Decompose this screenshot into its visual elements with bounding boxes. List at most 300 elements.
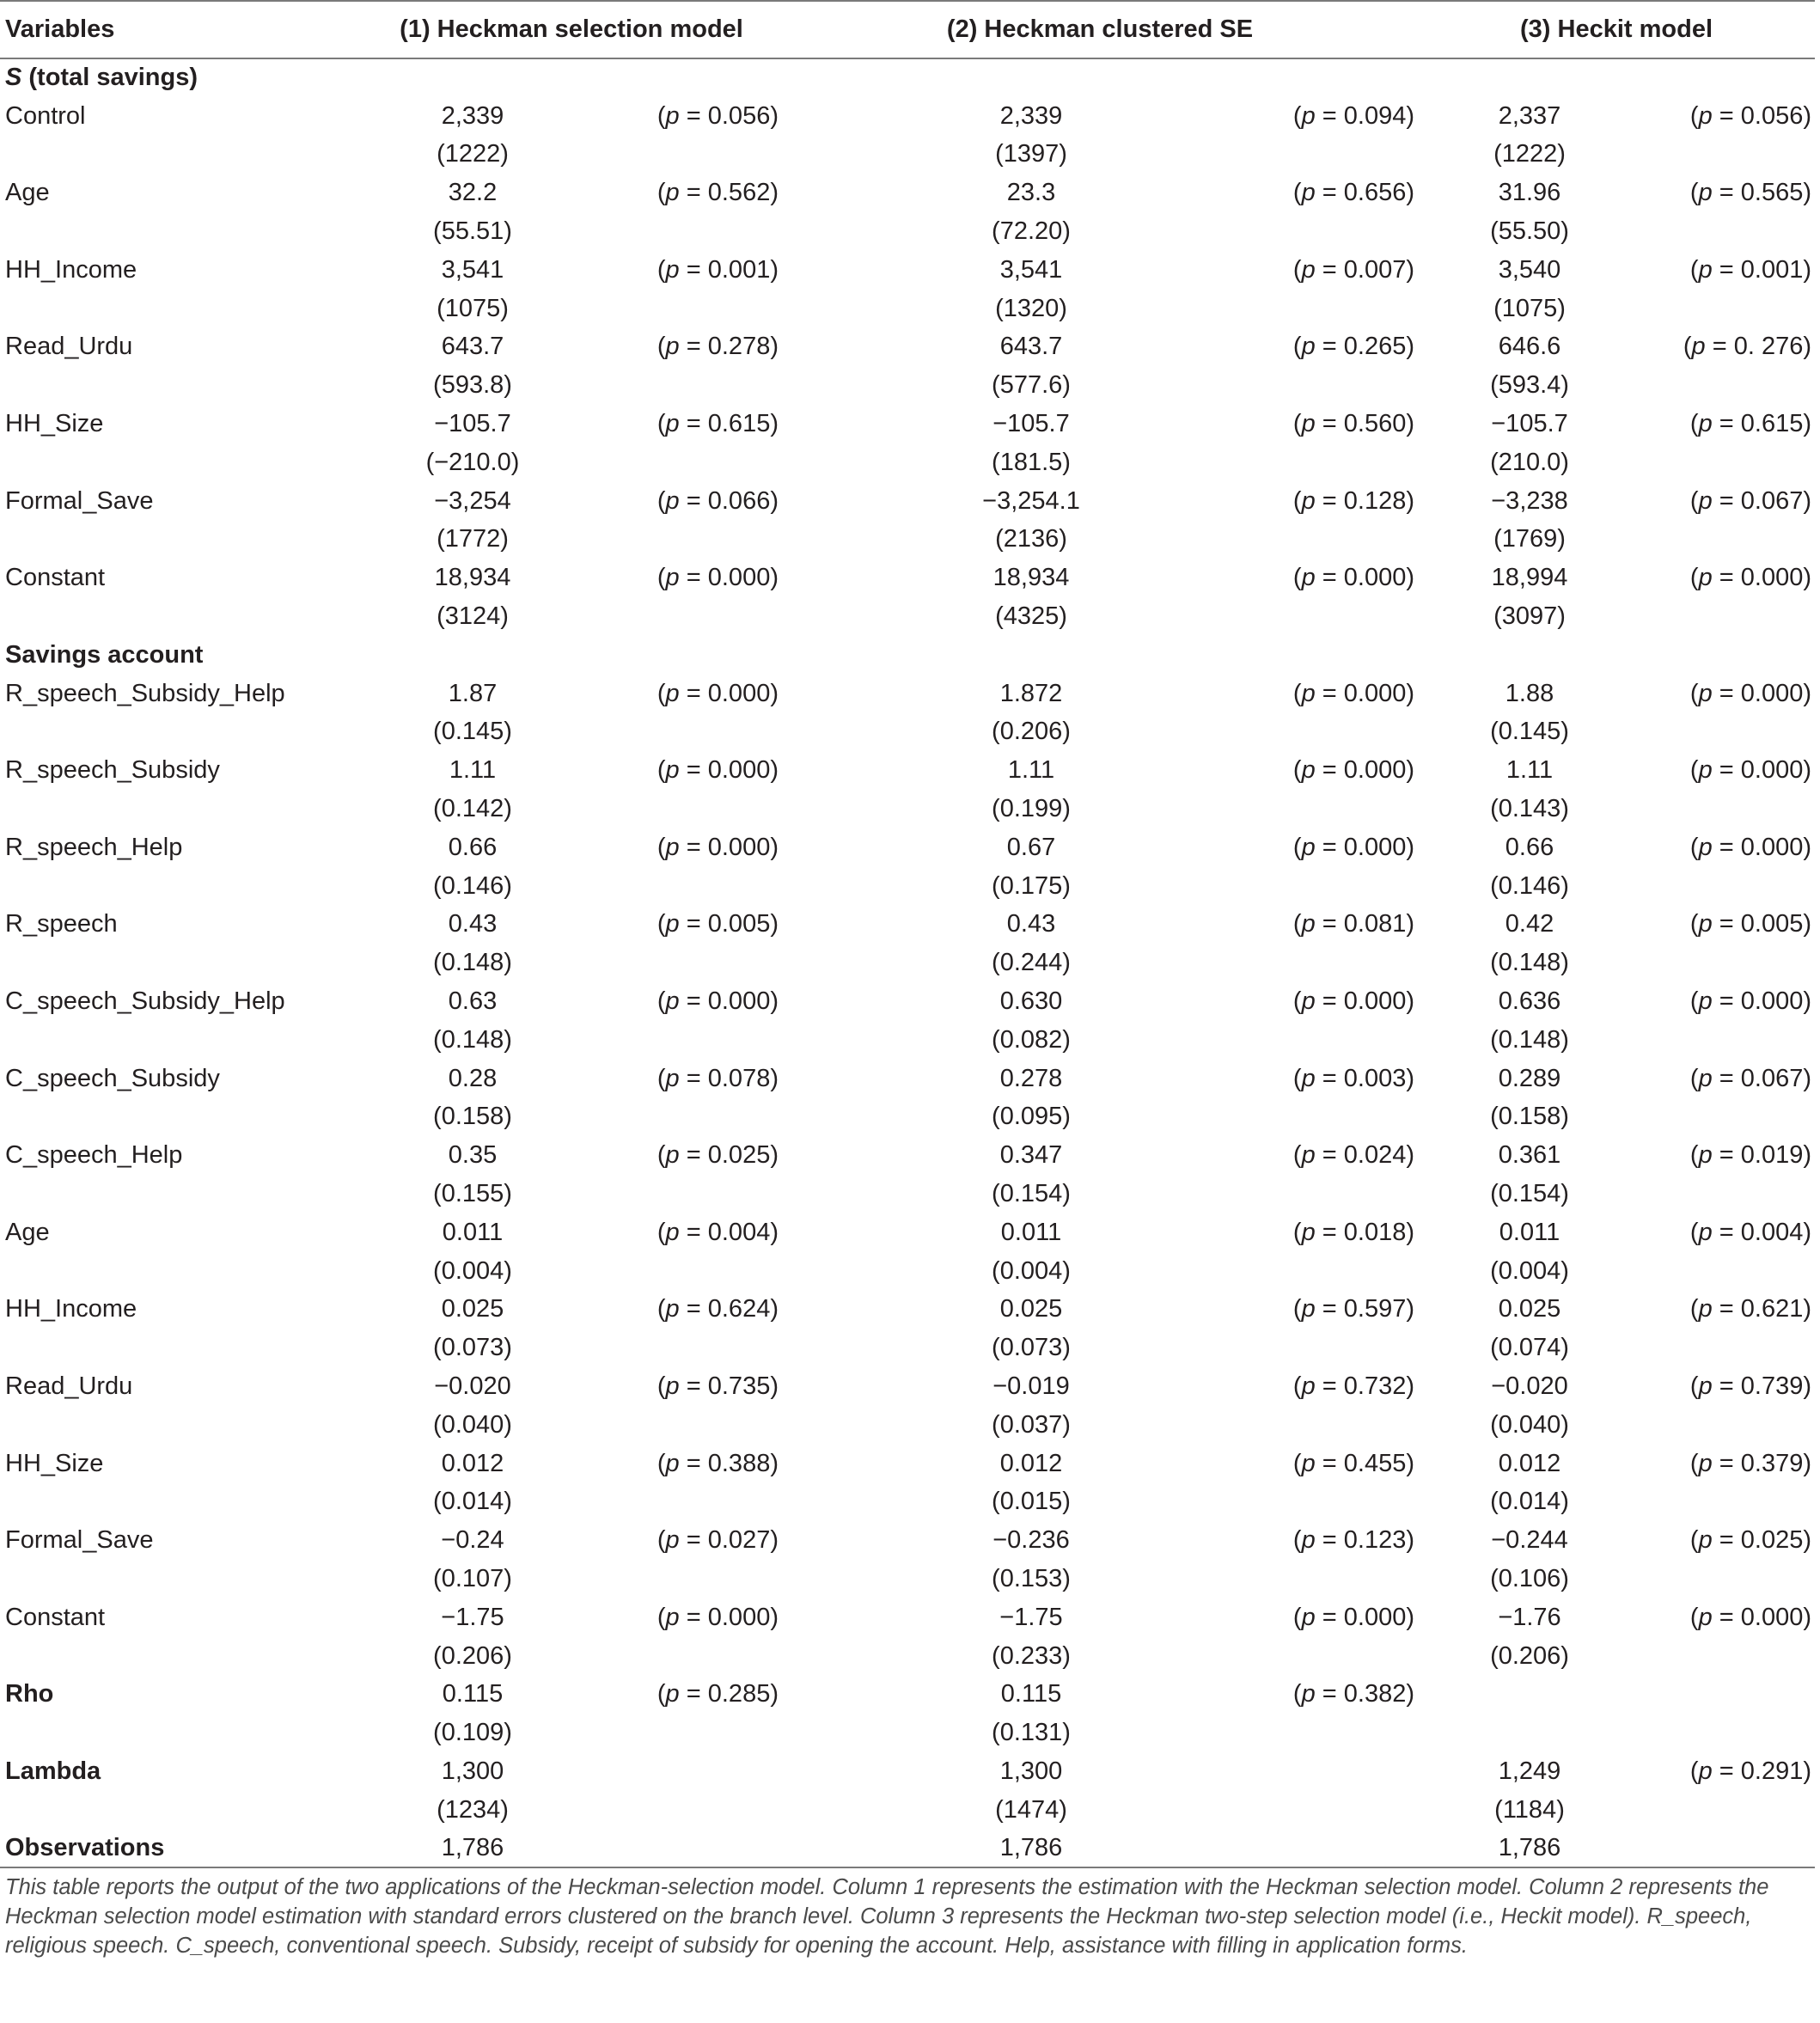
model-1-p-value [559, 1252, 782, 1291]
model-3-p-value [1615, 713, 1815, 752]
model-2-value: (181.5) [992, 448, 1071, 476]
model-1-value: (0.155) [433, 1180, 512, 1207]
model-1-value: (1234) [437, 1795, 509, 1824]
model-2-p-value [1151, 1791, 1418, 1830]
model-2-p-value [1151, 1406, 1418, 1445]
p-symbol: p [1301, 486, 1316, 515]
model-3-p-value: (p = 0.000) [1689, 987, 1812, 1016]
std-error-row [0, 136, 1815, 174]
model-3-value: −0.020 [1491, 1372, 1568, 1400]
row-label: C_speech_Help [5, 1141, 183, 1170]
model-2-value: (0.015) [992, 1488, 1071, 1516]
p-value: 0.291 [1740, 1757, 1804, 1785]
std-error-row [0, 597, 1815, 636]
model-3-value: 1.11 [1505, 756, 1554, 785]
model-1-p-value [559, 521, 782, 559]
model-3-value: 1,249 [1498, 1757, 1561, 1785]
p-symbol: p [665, 1372, 680, 1400]
model-1-value: (0.073) [433, 1334, 512, 1362]
p-value: 0.615 [1740, 410, 1804, 438]
model-3-value: 0.66 [1505, 833, 1554, 861]
header-model-2: (2) Heckman clustered SE [782, 1, 1418, 58]
p-symbol: p [1301, 1526, 1316, 1555]
p-value: 0.024 [1343, 1141, 1407, 1170]
model-3-p-value: (p = 0.000) [1689, 756, 1812, 785]
model-3-value: 1,786 [1418, 1830, 1615, 1868]
p-symbol: p [1301, 1141, 1316, 1170]
model-1-p-value: (p = 0.000) [657, 833, 779, 861]
model-2-p-value: (p = 0.000) [1292, 564, 1415, 592]
table-body [0, 58, 1815, 1867]
row-label: HH_Size [5, 410, 104, 438]
model-1-value: (1222) [437, 140, 509, 168]
p-value: 0.382 [1343, 1680, 1407, 1708]
model-2-p-value: (p = 0.000) [1292, 679, 1415, 707]
row-label [0, 366, 361, 405]
p-value: 0.000 [1343, 987, 1407, 1016]
model-2-value: −105.7 [992, 410, 1070, 438]
model-3-p-value: (p = 0.067) [1689, 486, 1812, 515]
model-3-value: (0.143) [1490, 795, 1569, 823]
p-value: 0.000 [1740, 1603, 1804, 1631]
model-2-value: (2136) [995, 525, 1067, 553]
p-value: 0.056 [1740, 101, 1804, 130]
p-symbol: p [1301, 410, 1316, 438]
section-label-total-savings [0, 58, 1815, 97]
model-3-p-value [1615, 1791, 1815, 1830]
row-label [0, 290, 361, 328]
model-3-value: (0.148) [1490, 1025, 1569, 1054]
model-1-value: 1,786 [361, 1830, 559, 1868]
model-3-value: (0.148) [1490, 949, 1569, 977]
std-error-row [0, 867, 1815, 906]
table-row [0, 1060, 1815, 1098]
p-value: 0.066 [707, 486, 771, 515]
row-label: HH_Income [5, 1295, 137, 1323]
model-2-value: 0.115 [1000, 1680, 1062, 1708]
model-3-value: 0.012 [1498, 1449, 1561, 1477]
model-2-value: (0.131) [992, 1719, 1071, 1747]
model-1-p-value: (p = 0.005) [657, 910, 779, 938]
p-symbol: p [665, 1295, 680, 1323]
p-symbol: p [665, 255, 680, 284]
model-2-value: 3,541 [999, 255, 1063, 284]
model-1-value: (−210.0) [425, 448, 520, 476]
p-value: 0.265 [1343, 333, 1407, 361]
p-value: 0.000 [707, 756, 771, 785]
model-1-value: (0.014) [433, 1488, 512, 1516]
row-label [0, 1791, 361, 1830]
model-3-value: (1769) [1493, 525, 1566, 553]
std-error-row [0, 1482, 1815, 1521]
model-1-p-value: (p = 0.278) [657, 333, 779, 361]
p-symbol: p [665, 756, 680, 785]
p-symbol: p [1301, 756, 1316, 785]
model-1-p-value: (p = 0.000) [657, 564, 779, 592]
p-value: 0.001 [707, 255, 771, 284]
p-symbol: p [1698, 410, 1713, 438]
p-symbol: p [1301, 987, 1316, 1016]
model-1-value: 0.43 [448, 910, 498, 938]
p-value: 0.000 [707, 833, 771, 861]
model-2-p-value: (p = 0.000) [1292, 833, 1415, 861]
model-3-value: 2,337 [1498, 101, 1561, 130]
row-label [0, 1175, 361, 1213]
model-1-p-value: (p = 0.056) [657, 101, 779, 130]
p-value: 0.000 [707, 679, 771, 707]
model-1-value: 0.115 [442, 1680, 504, 1708]
row-label [0, 1252, 361, 1291]
model-2-p-value: (p = 0.094) [1292, 101, 1415, 130]
model-3-p-value: (p = 0. 276) [1683, 333, 1812, 361]
model-1-value: (0.148) [433, 949, 512, 977]
model-2-p-value: (p = 0.123) [1292, 1526, 1415, 1555]
model-3-p-value [1615, 1098, 1815, 1137]
p-value: 0.081 [1343, 910, 1407, 938]
model-1-value: 0.011 [442, 1218, 504, 1246]
model-2-value: (0.199) [992, 795, 1071, 823]
table-row [0, 251, 1815, 290]
model-3-value: (0.040) [1490, 1410, 1569, 1439]
p-value: 0.562 [707, 179, 771, 207]
p-symbol: p [665, 679, 680, 707]
model-3-value: 3,540 [1498, 255, 1561, 284]
std-error-row [0, 1175, 1815, 1213]
std-error-row [0, 1637, 1815, 1676]
row-label [0, 1714, 361, 1752]
p-value: 0.000 [707, 1603, 771, 1631]
p-symbol: p [1301, 1064, 1316, 1092]
p-symbol: p [1698, 1295, 1713, 1323]
model-2-value: 0.630 [999, 987, 1063, 1016]
model-1-p-value [559, 1482, 782, 1521]
p-symbol: p [1698, 1526, 1713, 1555]
model-1-value: (0.145) [433, 718, 512, 746]
model-1-p-value: (p = 0.027) [657, 1526, 779, 1555]
model-2-p-value: (p = 0.007) [1292, 255, 1415, 284]
model-2-value: 2,339 [999, 101, 1063, 130]
model-2-p-value: (p = 0.000) [1292, 987, 1415, 1016]
model-3-value: (1184) [1494, 1795, 1565, 1824]
row-label [0, 944, 361, 982]
p-value: 0.739 [1740, 1372, 1804, 1400]
model-2-value: (0.233) [992, 1641, 1071, 1670]
model-1-value: (0.158) [433, 1103, 512, 1131]
model-1-p-value: (p = 0.388) [657, 1449, 779, 1477]
model-2-value: 0.347 [999, 1141, 1063, 1170]
model-3-value [1418, 1714, 1615, 1752]
model-2-value: 0.43 [1006, 910, 1056, 938]
p-symbol: p [665, 410, 680, 438]
p-symbol: p [665, 1141, 680, 1170]
p-symbol: p [1698, 1064, 1713, 1092]
std-error-row [0, 1021, 1815, 1060]
p-symbol: p [1301, 1295, 1316, 1323]
model-1-value: 1.87 [448, 679, 498, 707]
std-error-row [0, 1791, 1815, 1830]
p-value: 0.067 [1740, 486, 1804, 515]
model-3-value: (0.004) [1490, 1256, 1569, 1285]
model-3-value: (55.50) [1490, 217, 1569, 246]
p-value: 0.003 [1343, 1064, 1407, 1092]
model-2-value: (1320) [995, 294, 1067, 322]
row-label [0, 713, 361, 752]
model-2-value: −0.236 [992, 1526, 1070, 1555]
model-3-value: (0.206) [1490, 1641, 1569, 1670]
model-1-value: 1.11 [449, 756, 497, 785]
model-2-p-value [1151, 212, 1418, 251]
row-label: Formal_Save [5, 1526, 154, 1555]
model-1-p-value [559, 1098, 782, 1137]
table-row [0, 906, 1815, 944]
table-row [0, 675, 1815, 713]
model-3-p-value [1615, 1021, 1815, 1060]
model-1-value: (593.8) [433, 371, 512, 400]
p-value: 0.067 [1740, 1064, 1804, 1092]
model-2-p-value [1151, 290, 1418, 328]
row-label: Age [5, 179, 50, 207]
row-label: C_speech_Subsidy_Help [5, 987, 285, 1016]
model-1-p-value: (p = 0.624) [657, 1295, 779, 1323]
model-2-p-value [1151, 1560, 1418, 1598]
model-2-value: 18,934 [992, 564, 1070, 592]
model-1-p-value: (p = 0.615) [657, 410, 779, 438]
model-2-value: 0.012 [999, 1449, 1063, 1477]
table-row [0, 1675, 1815, 1714]
std-error-row [0, 713, 1815, 752]
model-1-p-value [559, 944, 782, 982]
model-1-value: (1772) [437, 525, 509, 553]
p-value: 0.025 [1740, 1526, 1804, 1555]
model-1-value: (0.040) [433, 1410, 512, 1439]
model-3-value: 0.361 [1498, 1141, 1561, 1170]
model-3-p-value: (p = 0.004) [1689, 1218, 1812, 1246]
model-3-value: (0.014) [1490, 1488, 1569, 1516]
row-label [0, 136, 361, 174]
model-1-value: 18,934 [434, 564, 511, 592]
model-2-value: 643.7 [999, 333, 1063, 361]
model-1-value: 0.025 [441, 1295, 504, 1323]
section-row-savings-account [0, 636, 1815, 675]
model-2-p-value [1151, 867, 1418, 906]
std-error-row [0, 790, 1815, 828]
table-row [0, 1598, 1815, 1637]
p-symbol: p [1301, 333, 1316, 361]
model-3-p-value [1615, 1714, 1815, 1752]
p-symbol: p [665, 1218, 680, 1246]
model-2-p-value [1151, 1714, 1418, 1752]
std-error-row [0, 212, 1815, 251]
model-3-value: (0.145) [1490, 718, 1569, 746]
table-row [0, 1291, 1815, 1329]
p-symbol: p [1301, 1372, 1316, 1400]
row-label [0, 1098, 361, 1137]
p-symbol: p [1691, 333, 1706, 361]
p-value: 0.379 [1740, 1449, 1804, 1477]
model-3-value: (1075) [1493, 294, 1566, 322]
row-label [0, 1021, 361, 1060]
model-2-p-value [1151, 713, 1418, 752]
std-error-row [0, 366, 1815, 405]
model-3-value: 1.88 [1505, 679, 1554, 707]
model-3-value: (0.146) [1490, 871, 1569, 900]
model-1-value: 2,339 [441, 101, 504, 130]
model-2-value: (0.073) [992, 1334, 1071, 1362]
row-label [0, 443, 361, 482]
table-row [0, 1213, 1815, 1252]
model-3-p-value [1615, 212, 1815, 251]
row-label: Formal_Save [5, 486, 154, 515]
model-2-value: (1397) [995, 140, 1067, 168]
model-2-value: 1.872 [999, 679, 1063, 707]
p-value: 0.278 [707, 333, 771, 361]
p-symbol: p [1698, 679, 1713, 707]
model-2-p-value: (p = 0.382) [1292, 1680, 1415, 1708]
model-2-value: (4325) [995, 602, 1067, 631]
model-1-p-value: (p = 0.000) [657, 756, 779, 785]
p-value: 0.000 [1343, 564, 1407, 592]
table-row [0, 328, 1815, 367]
model-1-value: (0.142) [433, 795, 512, 823]
model-2-p-value: (p = 0.656) [1292, 179, 1415, 207]
p-symbol: p [1698, 1218, 1713, 1246]
p-symbol: p [1698, 1372, 1713, 1400]
model-3-p-value [1615, 443, 1815, 482]
model-3-p-value [1615, 867, 1815, 906]
p-value: 0.056 [707, 101, 771, 130]
model-1-p-value [559, 1021, 782, 1060]
model-3-p-value [1615, 1560, 1815, 1598]
model-3-p-value [1615, 136, 1815, 174]
model-1-p-value [559, 1406, 782, 1445]
model-1-value: 0.28 [448, 1064, 498, 1092]
model-3-value: −0.244 [1491, 1526, 1568, 1555]
table-row [0, 1830, 1815, 1868]
row-label: Rho [5, 1680, 54, 1708]
model-3-value: 646.6 [1498, 333, 1561, 361]
model-1-value: −3,254 [434, 486, 511, 515]
model-3-p-value [1615, 366, 1815, 405]
p-value: 0.560 [1343, 410, 1407, 438]
model-2-value: 1,300 [999, 1757, 1063, 1785]
p-value: 0.025 [707, 1141, 771, 1170]
model-3-value: 18,994 [1491, 564, 1568, 592]
p-symbol: p [665, 1526, 680, 1555]
row-label [0, 790, 361, 828]
model-1-value: (3124) [437, 602, 509, 631]
model-1-p-value: (p = 0.000) [657, 1603, 779, 1631]
model-3-value: 31.96 [1498, 179, 1561, 207]
model-3-p-value: (p = 0.000) [1689, 833, 1812, 861]
model-1-p-value [559, 790, 782, 828]
model-3-p-value: (p = 0.000) [1689, 1603, 1812, 1631]
model-3-p-value [1615, 1329, 1815, 1367]
model-3-p-value [1615, 1482, 1815, 1521]
p-value: 0.000 [1740, 756, 1804, 785]
model-2-p-value: (p = 0.081) [1292, 910, 1415, 938]
model-1-value: 3,541 [441, 255, 504, 284]
model-1-value: 1,300 [441, 1757, 504, 1785]
model-1-p-value [559, 1560, 782, 1598]
model-1-value: (0.107) [433, 1564, 512, 1592]
p-symbol: p [1301, 1218, 1316, 1246]
model-3-p-value: (p = 0.067) [1689, 1064, 1812, 1092]
row-label [0, 1637, 361, 1676]
model-1-value: 32.2 [448, 179, 498, 207]
model-1-value: (0.206) [433, 1641, 512, 1670]
p-value: 0.027 [707, 1526, 771, 1555]
model-1-p-value: (p = 0.001) [657, 255, 779, 284]
section-label-savings-account: Savings account [5, 640, 204, 669]
p-value: 0.094 [1343, 101, 1407, 130]
model-1-p-value [559, 1791, 782, 1830]
model-2-value: −1.75 [999, 1603, 1063, 1631]
p-value: 0.565 [1740, 179, 1804, 207]
p-symbol: p [1698, 756, 1713, 785]
model-1-value: (0.148) [433, 1025, 512, 1054]
row-label [0, 1329, 361, 1367]
model-2-p-value [1151, 366, 1418, 405]
p-value: 0.615 [707, 410, 771, 438]
model-1-value: (1075) [437, 294, 509, 322]
row-label: HH_Size [5, 1449, 104, 1477]
p-value: 0.000 [1740, 833, 1804, 861]
header-row [0, 1, 1815, 58]
model-3-p-value [1615, 790, 1815, 828]
model-2-p-value [1151, 1830, 1418, 1868]
model-3-value: 0.42 [1505, 910, 1554, 938]
p-symbol: p [1698, 1449, 1713, 1477]
model-2-value: (0.095) [992, 1103, 1071, 1131]
model-3-value: (1222) [1493, 140, 1566, 168]
p-value: 0.018 [1343, 1218, 1407, 1246]
p-value: 0.000 [1740, 564, 1804, 592]
model-1-p-value: (p = 0.066) [657, 486, 779, 515]
model-2-p-value: (p = 0.560) [1292, 410, 1415, 438]
model-3-p-value: (p = 0.001) [1689, 255, 1812, 284]
model-2-value: 1,786 [782, 1830, 1151, 1868]
p-value: 0.000 [1343, 833, 1407, 861]
model-1-p-value [559, 212, 782, 251]
model-3-p-value [1615, 290, 1815, 328]
std-error-row [0, 1252, 1815, 1291]
model-2-value: −3,254.1 [982, 486, 1080, 515]
p-value: 0.005 [1740, 910, 1804, 938]
model-3-p-value [1615, 1637, 1815, 1676]
model-2-value: (0.206) [992, 718, 1071, 746]
model-3-value: (210.0) [1490, 448, 1569, 476]
model-3-p-value [1615, 521, 1815, 559]
model-2-value: 0.278 [999, 1064, 1063, 1092]
p-value: 0.000 [1343, 1603, 1407, 1631]
model-2-p-value [1151, 790, 1418, 828]
model-3-value: (593.4) [1490, 371, 1569, 400]
p-value: 0.078 [707, 1064, 771, 1092]
table-row [0, 982, 1815, 1021]
p-symbol: p [1698, 1141, 1713, 1170]
model-2-p-value [1151, 1175, 1418, 1213]
model-2-p-value [1151, 1637, 1418, 1676]
model-1-p-value: (p = 0.004) [657, 1218, 779, 1246]
std-error-row [0, 1714, 1815, 1752]
p-symbol: p [1301, 910, 1316, 938]
row-label: Read_Urdu [5, 1372, 133, 1400]
model-1-value: 0.63 [448, 987, 498, 1016]
p-value: 0.128 [1343, 486, 1407, 515]
model-2-p-value [1151, 1252, 1418, 1291]
p-value: 0.624 [707, 1295, 771, 1323]
model-3-value: (0.154) [1490, 1180, 1569, 1207]
